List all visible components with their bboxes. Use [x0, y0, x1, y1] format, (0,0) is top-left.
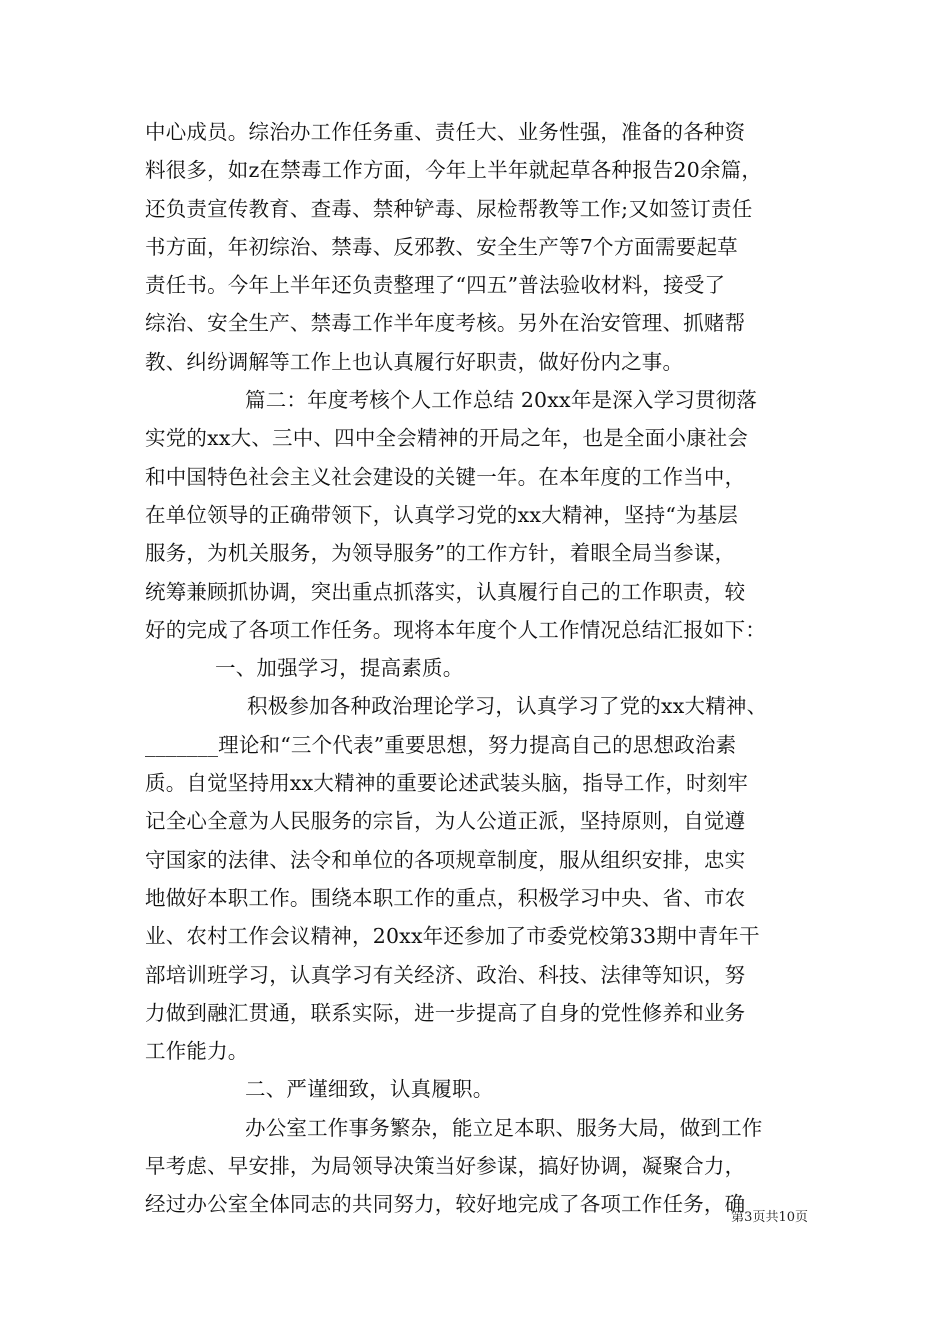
text-line: 在单位领导的正确带领下，认真学习党的xx大精神，坚持“为基层	[145, 502, 739, 527]
text-line: 书方面，年初综治、禁毒、反邪教、安全生产等7个方面需要起草	[145, 234, 738, 259]
text-line: 早考虑、早安排，为局领导决策当好参谋，搞好协调，凝聚合力，	[145, 1154, 746, 1179]
text-line: 地做好本职工作。围绕本职工作的重点，积极学习中央、省、市农	[145, 885, 746, 910]
text-line: 力做到融汇贯通，联系实际，进一步提高了自身的党性修养和业务	[145, 1000, 746, 1025]
text-line: 实党的xx大、三中、四中全会精神的开局之年，也是全面小康社会	[145, 426, 749, 451]
text-line: 服务，为机关服务，为领导服务”的工作方针，着眼全局当参谋，	[145, 541, 736, 566]
text-line: 责任书。今年上半年还负责整理了“四五”普法验收材料，接受了	[145, 273, 726, 298]
text-line: _______理论和“三个代表”重要思想，努力提高自己的思想政治素	[145, 732, 737, 757]
page-number-footer: 第3页共10页	[731, 1210, 808, 1225]
text-line: 好的完成了各项工作任务。现将本年度个人工作情况总结汇报如下：	[145, 617, 766, 642]
section-heading-line: 篇二：年度考核个人工作总结 20xx年是深入学习贯彻落	[245, 388, 758, 413]
text-line: 记全心全意为人民服务的宗旨，为人公道正派，坚持原则，自觉遵	[145, 809, 746, 834]
body-text	[145, 113, 810, 1224]
subheading-line: 二、严谨细致，认真履职。	[245, 1077, 494, 1102]
text-line: 料很多，如z在禁毒工作方面，今年上半年就起草各种报告20余篇，	[145, 158, 763, 183]
text-line: 教、纠纷调解等工作上也认真履行好职责，做好份内之事。	[145, 349, 684, 374]
text-line: 业、农村工作会议精神，20xx年还参加了市委党校第33期中青年干	[145, 924, 760, 949]
text-line: 经过办公室全体同志的共同努力，较好地完成了各项工作任务，确	[145, 1192, 746, 1217]
text-line: 统筹兼顾抓协调，突出重点抓落实，认真履行自己的工作职责，较	[145, 579, 746, 604]
text-line: 综治、安全生产、禁毒工作半年度考核。另外在治安管理、抓赌帮	[145, 311, 746, 336]
text-line: 中心成员。综治办工作任务重、责任大、业务性强，准备的各种资	[145, 120, 746, 144]
text-line: 工作能力。	[145, 1039, 249, 1064]
text-line: 和中国特色社会主义社会建设的关键一年。在本年度的工作当中，	[145, 464, 746, 489]
text-line: 质。自觉坚持用xx大精神的重要论述武装头脑，指导工作，时刻牢	[145, 771, 749, 796]
subheading-line: 一、加强学习，提高素质。	[215, 656, 464, 681]
text-line: 积极参加各种政治理论学习，认真学习了党的xx大精神、	[247, 694, 768, 719]
text-line: 部培训班学习，认真学习有关经济、政治、科技、法律等知识，努	[145, 962, 746, 987]
text-line: 守国家的法律、法令和单位的各项规章制度，服从组织安排，忠实	[145, 847, 746, 872]
text-line: 办公室工作事务繁杂，能立足本职、服务大局，做到工作	[245, 1115, 763, 1140]
text-line: 还负责宣传教育、查毒、禁种铲毒、尿检帮教等工作;又如签订责任	[145, 196, 753, 221]
